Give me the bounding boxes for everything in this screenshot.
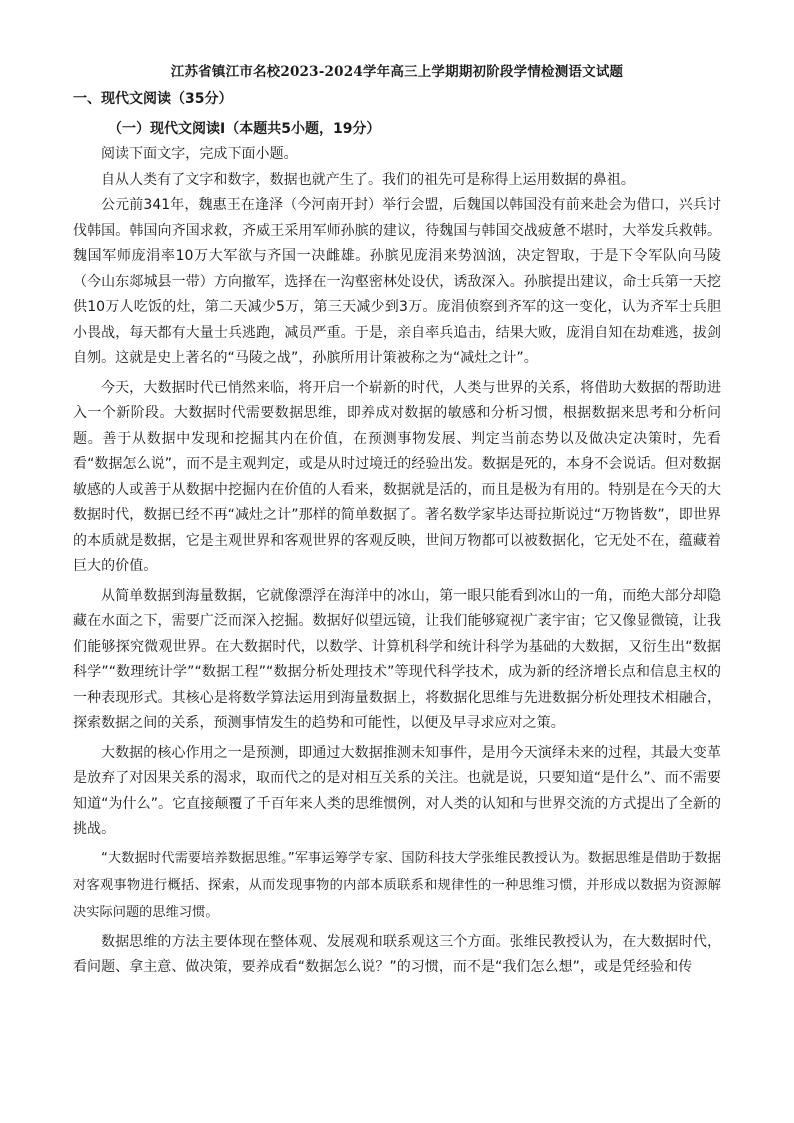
paragraph: 数据思维的方法主要体现在整体观、发展观和联系观这三个方面。张维民教授认为，在大数据时代，看问题、拿主意、做决策，要养成看“数据怎么说？”的习惯，而不是“我们怎么想”，或是凭经验和传	[73, 933, 721, 975]
paragraph: 今天，大数据时代已悄然来临，将开启一个崭新的时代，人类与世界的关系，将借助大数据的帮助进入一个新阶段。大数据时代需要数据思维，即养成对数据的敏感和分析习惯，根据数据来思考和分析问题。善于从数据中发现和挖掘其内在价值，在预测事物发展、判定当前态势以及做决定决策时，先看看“数据怎么说”，而不是主观判定，或是从时过境迁的经验出发。数据是死的，本身不会说话。但对数据敏感的人或善于从数据中挖掘内在价值的人看来，数据就是活的，而且是极为有用的。特别是在今天的大数据时代，数据已经不再“减灶之计”那样的简单数据了。著名数学家毕达哥拉斯说过“万物皆数”，即世界的本质就是数据，它是主观世界和客观世界的客观反映，世间万物都可以被数据化，它无处不在，蕴藏着巨大的价值。	[73, 379, 721, 574]
paragraph: 自从人类有了文字和数字，数据也就产生了。我们的祖先可是称得上运用数据的鼻祖。	[101, 171, 635, 188]
sub-heading: （一）现代文阅读I（本题共5小题，19分）	[108, 121, 381, 137]
paragraph: 大数据的核心作用之一是预测，即通过大数据推测未知事件，是用今天演绎未来的过程，其最大变革是放弃了对因果关系的渴求，取而代之的是对相互关系的关注。也就是说，只要知道“是什么”、而不需要知道“为什么”。它直接颠覆了千百年来人类的思维惯例，对人类的认知和与世界交流的方式提出了全新的挑战。	[73, 744, 721, 837]
paragraph-instruction: 阅读下面文字，完成下面小题。	[101, 146, 298, 162]
paragraph: 公元前341年，魏惠王在逢泽（今河南开封）举行会盟，后魏国以韩国没有前来赴会为借口，兴兵讨伐韩国。韩国向齐国求救，齐威王采用军师孙膑的建议，待魏国与韩国交战疲惫不堪时，大举发兵救韩。魏国军师庞涓率10万大军欲与齐国一决雌雄。孙膑见庞涓来势汹汹，决定智取，于是下令军队向马陵（今山东郯城县一带）方向撤军，选择在一沟壑密林处设伏，诱敌深入。孙膑提出建议，命士兵第一天挖供10万人吃饭的灶，第二天减少5万，第三天减少到3万。庞涓侦察到齐军的这一变化，认为齐军士兵胆小畏战，每天都有大量士兵逃跑，减员严重。于是，亲自率兵追击，结果大败，庞涓自知在劫难逃，拔剑自刎。这就是史上著名的“马陵之战”，孙膑所用计策被称之为“减灶之计”。	[73, 197, 721, 366]
paragraph-quote: “大数据时代需要培养数据思维。”军事运筹学专家、国防科技大学张维民教授认为。数据思维是借助于数据对客观事物进行概括、探索，从而发现事物的内部本质联系和规律性的一种思维习惯，并形成以数据为资源解决实际问题的思维习惯。	[73, 850, 721, 920]
document-title: 江苏省镇江市名校2023-2024学年高三上学期期初阶段学情检测语文试题	[170, 64, 624, 80]
article-body	[73, 142, 721, 981]
paragraph: 从简单数据到海量数据，它就像漂浮在海洋中的冰山，第一眼只能看到冰山的一角，而绝大部分却隐藏在水面之下，需要广泛而深入挖掘。数据好似望远镜，让我们能够窥视广袤宇宙；它又像显微镜，让我们能够探究微观世界。在大数据时代，以数学、计算机科学和统计科学为基础的大数据，又衍生出“数据科学”“数理统计学”“数据工程”“数据分析处理技术”等现代科学技术，成为新的经济增长点和信息主权的一种表现形式。其核心是将数学算法运用到海量数据上，将数据化思维与先进数据分析处理技术相融合，探索数据之间的关系，预测事情发生的趋势和可能性，以便及早寻求应对之策。	[73, 587, 721, 731]
section-heading: 一、现代文阅读（35分）	[73, 91, 233, 107]
